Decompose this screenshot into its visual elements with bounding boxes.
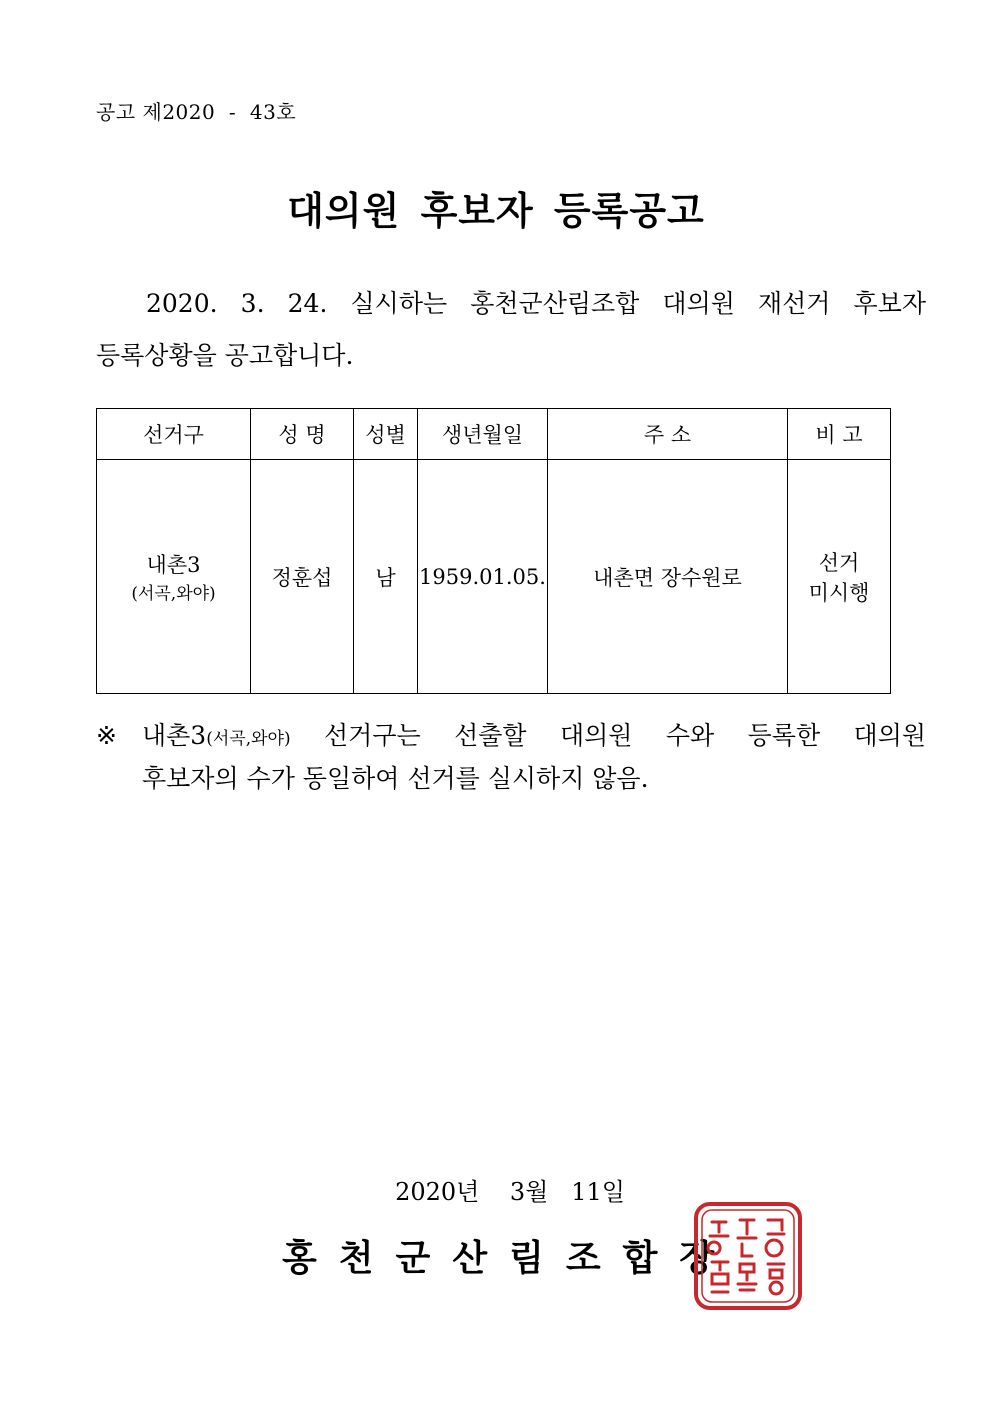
cell-address: 내촌면 장수원로 xyxy=(548,460,788,694)
district-name: 내촌3 xyxy=(146,553,201,577)
cell-gender: 남 xyxy=(354,460,418,694)
cell-name: 정훈섭 xyxy=(251,460,354,694)
intro-paragraph xyxy=(96,278,926,382)
cell-district xyxy=(97,460,251,694)
district-sub: (서곡,와야) xyxy=(131,584,216,604)
table-row xyxy=(97,460,891,694)
cell-remark xyxy=(788,460,891,694)
footnote-line-1 xyxy=(142,716,926,759)
reference-mark: ※ xyxy=(96,721,117,750)
notice-number: 공고 제2020 - 43호 xyxy=(96,100,297,124)
table-header-row xyxy=(97,409,891,460)
organization-name: 홍천군산림조합장 xyxy=(282,1237,737,1279)
footnote-district: 내촌3 xyxy=(142,721,207,750)
footnote xyxy=(96,716,926,799)
header-gender: 성별 xyxy=(354,409,418,460)
remark-line-1: 선거 xyxy=(818,550,860,575)
header-remark: 비 고 xyxy=(788,409,891,460)
remark-line-2: 미시행 xyxy=(808,580,870,605)
footnote-line-1-text: 선거구는 선출할 대의원 수와 등록한 대의원 xyxy=(290,721,926,750)
candidate-table xyxy=(96,408,891,694)
header-name: 성 명 xyxy=(251,409,354,460)
header-address: 주 소 xyxy=(548,409,788,460)
cell-birth: 1959.01.05. xyxy=(418,460,548,694)
issue-date: 2020년 3월 11일 xyxy=(395,1178,625,1206)
footnote-district-sub: (서곡,와야) xyxy=(206,729,291,749)
intro-line-2: 등록상황을 공고합니다. xyxy=(96,341,354,370)
page-title: 대의원 후보자 등록공고 xyxy=(287,189,705,233)
intro-line-1: 2020. 3. 24. 실시하는 홍천군산림조합 대의원 재선거 후보자 xyxy=(146,289,926,318)
header-district: 선거구 xyxy=(97,409,251,460)
official-seal-icon xyxy=(692,1200,804,1312)
footnote-line-2: 후보자의 수가 동일하여 선거를 실시하지 않음. xyxy=(142,764,649,793)
header-birth: 생년월일 xyxy=(418,409,548,460)
